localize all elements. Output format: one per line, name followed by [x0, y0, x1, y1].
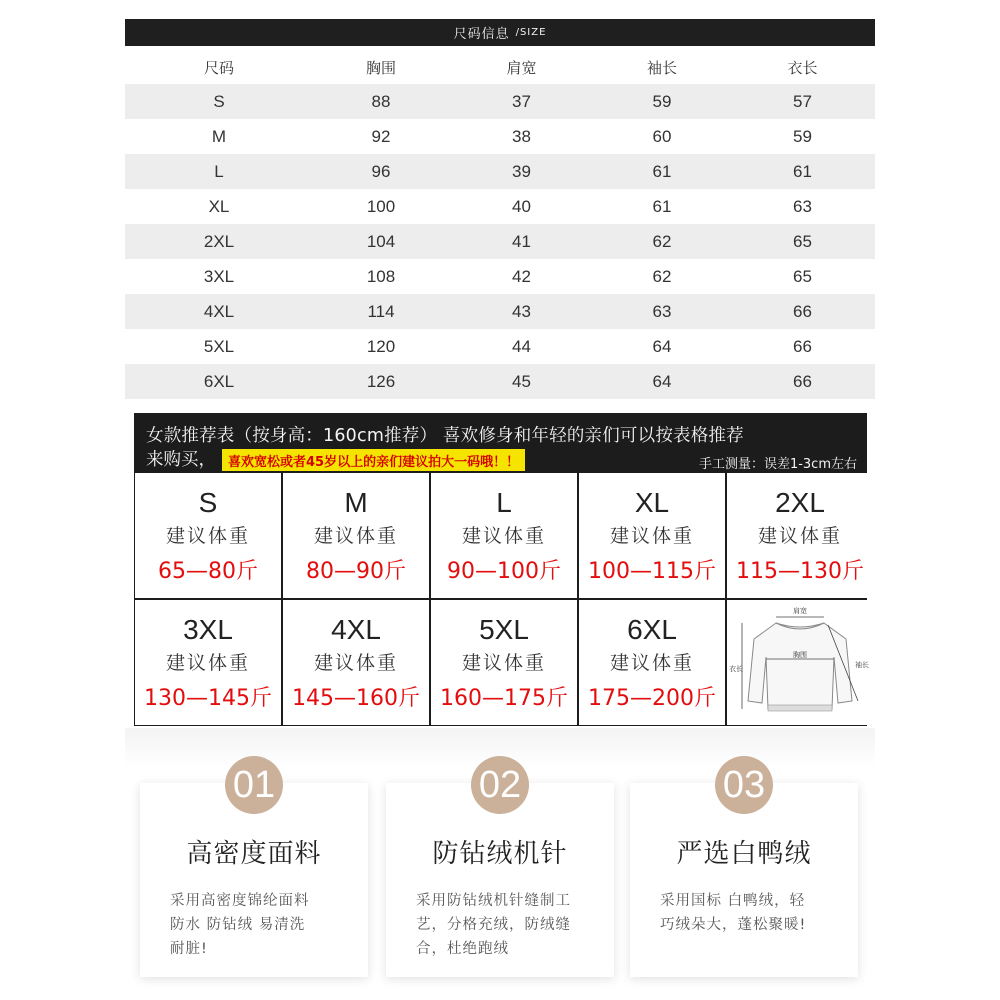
feature-card-down	[630, 763, 858, 977]
recommendation-cell	[283, 600, 429, 725]
rec-weight-range: 80—90斤	[306, 558, 406, 584]
feature-title: 防钻绒机针	[432, 839, 568, 869]
cell-size: XL	[208, 196, 230, 216]
size-up-notice: 喜欢宽松或者45岁以上的亲们建议拍大一码哦！！	[222, 449, 525, 471]
cell-chest: 88	[371, 91, 391, 111]
feature-description	[660, 889, 840, 937]
recommendation-title: 女款推荐表（按身高：160cm推荐） 喜欢修身和年轻的亲们可以按表格推荐	[146, 426, 744, 446]
column-header: 衣长	[787, 58, 818, 77]
cell-shoulder: 38	[512, 126, 531, 146]
cell-length: 65	[793, 266, 812, 286]
rec-weight-label: 建议体重	[461, 524, 546, 547]
cell-shoulder: 42	[512, 266, 531, 286]
feature-card-fabric	[140, 763, 368, 977]
rec-weight-label: 建议体重	[165, 651, 250, 674]
cell-size: 2XL	[203, 231, 235, 251]
cell-length: 66	[793, 371, 812, 391]
cell-size: L	[214, 161, 224, 181]
diagram-sleeve-label: 袖长	[855, 661, 869, 669]
column-header: 胸围	[365, 58, 396, 77]
measurement-note: 手工测量：误差1-3cm左右	[698, 457, 857, 472]
cell-chest: 92	[371, 126, 391, 146]
cell-chest: 126	[366, 371, 396, 391]
feature-title: 严选白鸭绒	[676, 839, 812, 869]
table-row	[125, 294, 875, 329]
cell-size: 4XL	[203, 301, 235, 321]
recommendation-grid	[134, 472, 867, 726]
size-info-subtitle: /SIZE	[515, 27, 547, 38]
cell-sleeve: 61	[652, 161, 672, 181]
feature-description-line: 采用国标 白鸭绒，轻	[660, 893, 806, 909]
feature-description-line: 艺，分格充绒，防绒缝	[416, 917, 571, 933]
feature-description-line: 防水 防钻绒 易清洗	[170, 917, 306, 933]
cell-shoulder: 43	[512, 301, 531, 321]
recommendation-cell	[431, 600, 577, 725]
cell-size: 5XL	[203, 336, 235, 356]
cell-chest: 104	[366, 231, 396, 251]
rec-weight-range: 175—200斤	[588, 685, 716, 711]
feature-description-line: 采用防钻绒机针缝制工	[416, 893, 571, 909]
rec-size: S	[198, 486, 218, 518]
feature-description-line: 采用高密度锦纶面料	[170, 893, 310, 909]
rec-size: 6XL	[627, 613, 677, 645]
rec-size: 4XL	[331, 613, 381, 645]
rec-size: L	[496, 486, 512, 518]
recommendation-cell	[135, 600, 281, 725]
cell-sleeve: 64	[652, 371, 672, 391]
rec-weight-range: 90—100斤	[447, 558, 561, 584]
recommendation-table	[134, 413, 867, 726]
cell-shoulder: 41	[512, 231, 531, 251]
table-row	[125, 364, 875, 399]
cell-chest: 114	[367, 301, 395, 321]
cell-length: 59	[793, 126, 812, 146]
cell-size: M	[211, 126, 227, 146]
rec-weight-range: 65—80斤	[158, 558, 258, 584]
table-row	[125, 154, 875, 189]
size-info-title: 尺码信息	[453, 27, 510, 42]
feature-description	[170, 889, 350, 961]
cell-sleeve: 62	[652, 266, 672, 286]
table-row	[125, 119, 875, 154]
feature-number-badge: 02	[471, 756, 529, 814]
cell-length: 66	[793, 301, 812, 321]
cell-chest: 100	[366, 196, 396, 216]
cell-shoulder: 39	[512, 161, 531, 181]
rec-size: M	[344, 486, 368, 518]
table-row	[125, 189, 875, 224]
cell-size: 3XL	[203, 266, 235, 286]
rec-weight-label: 建议体重	[757, 524, 842, 547]
cell-sleeve: 59	[652, 91, 672, 111]
cell-shoulder: 44	[512, 336, 531, 356]
rec-weight-range: 100—115斤	[588, 558, 716, 584]
column-header: 尺码	[203, 58, 234, 77]
table-row	[125, 84, 875, 119]
rec-weight-range: 145—160斤	[292, 685, 420, 711]
size-info-header	[125, 19, 875, 46]
rec-size: 3XL	[183, 613, 233, 645]
cell-sleeve: 60	[652, 126, 672, 146]
feature-description-line: 耐脏!	[170, 941, 208, 957]
table-row	[125, 224, 875, 259]
cell-chest: 120	[366, 336, 396, 356]
rec-weight-label: 建议体重	[165, 524, 250, 547]
cell-shoulder: 37	[512, 91, 531, 111]
feature-card-needle	[386, 763, 614, 977]
cell-chest: 96	[371, 161, 391, 181]
cell-chest: 108	[366, 266, 396, 286]
feature-number-badge: 03	[715, 756, 773, 814]
feature-title: 高密度面料	[186, 839, 322, 869]
cell-length: 61	[793, 161, 812, 181]
feature-number-badge: 01	[225, 756, 283, 814]
table-row	[125, 329, 875, 364]
cell-length: 65	[793, 231, 812, 251]
diagram-chest-label: 胸围	[793, 651, 807, 659]
column-header: 肩宽	[506, 58, 537, 77]
rec-weight-range: 160—175斤	[440, 685, 568, 711]
cell-length: 63	[793, 196, 812, 216]
recommendation-title-continued: 来购买，	[146, 450, 216, 470]
recommendation-cell	[431, 473, 577, 598]
feature-description	[416, 889, 596, 961]
rec-size: 2XL	[775, 486, 825, 518]
rec-weight-range: 130—145斤	[144, 685, 272, 711]
cell-sleeve: 62	[652, 231, 672, 251]
recommendation-cell	[579, 473, 725, 598]
cell-size: 6XL	[203, 371, 235, 391]
cell-size: S	[213, 91, 225, 111]
sweater-measurement-diagram	[727, 600, 873, 725]
cell-shoulder: 40	[512, 196, 531, 216]
rec-weight-label: 建议体重	[461, 651, 546, 674]
rec-weight-label: 建议体重	[313, 524, 398, 547]
diagram-length-label: 衣长	[729, 665, 743, 673]
recommendation-cell	[579, 600, 725, 725]
cell-sleeve: 61	[652, 196, 672, 216]
column-header: 袖长	[646, 58, 677, 77]
rec-weight-label: 建议体重	[313, 651, 398, 674]
cell-length: 57	[793, 91, 812, 111]
recommendation-cell	[283, 473, 429, 598]
rec-size: XL	[634, 486, 670, 518]
rec-weight-label: 建议体重	[609, 651, 694, 674]
rec-weight-label: 建议体重	[609, 524, 694, 547]
cell-shoulder: 45	[512, 371, 531, 391]
feature-description-line: 合，杜绝跑绒	[416, 941, 509, 957]
recommendation-cell	[135, 473, 281, 598]
feature-description-line: 巧绒朵大，蓬松聚暖!	[660, 917, 807, 933]
size-table	[125, 50, 875, 399]
rec-weight-range: 115—130斤	[736, 558, 864, 584]
rec-size: 5XL	[479, 613, 529, 645]
table-row	[125, 259, 875, 294]
cell-length: 66	[793, 336, 812, 356]
recommendation-cell	[727, 473, 873, 598]
sweater-diagram-icon	[728, 601, 872, 724]
cell-sleeve: 64	[652, 336, 672, 356]
table-header-row	[125, 50, 875, 84]
diagram-shoulder-label: 肩宽	[793, 607, 807, 615]
cell-sleeve: 63	[652, 301, 672, 321]
